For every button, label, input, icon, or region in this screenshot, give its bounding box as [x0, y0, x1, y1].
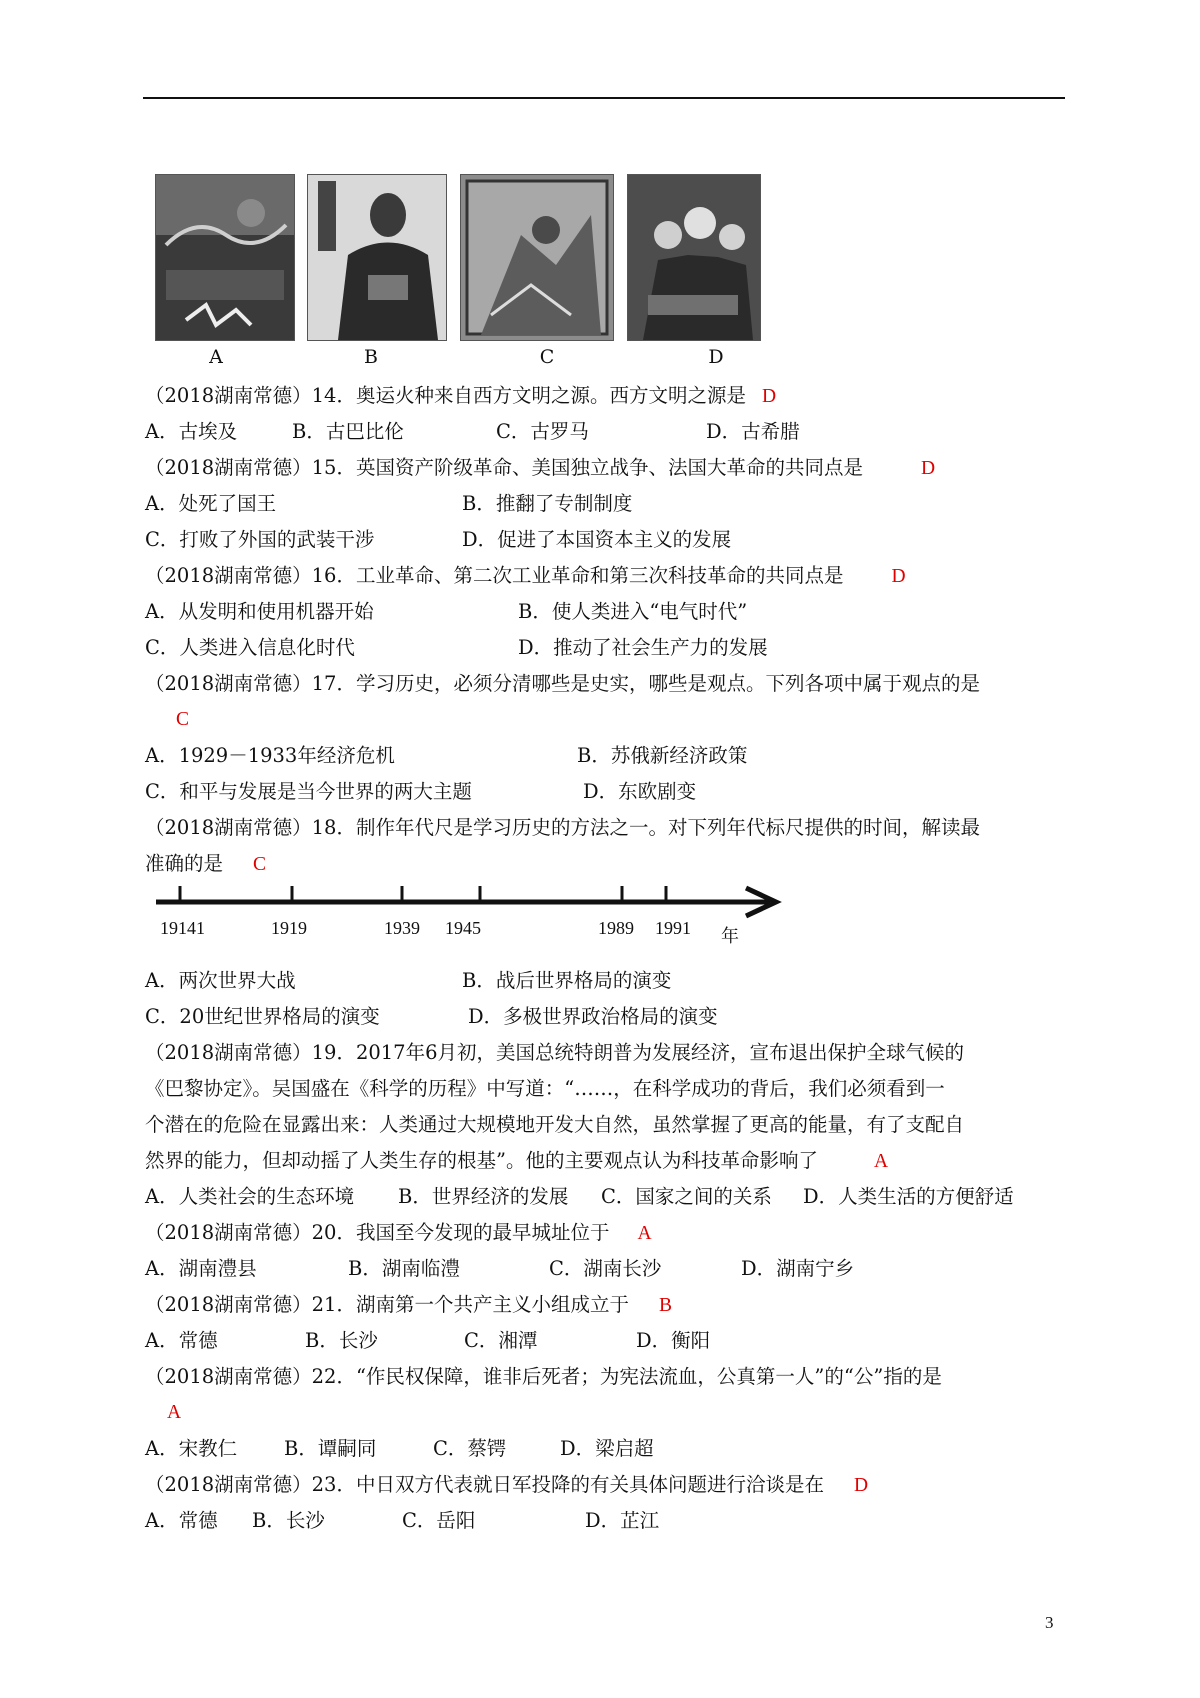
- timeline-label-19141: 19141: [160, 918, 205, 938]
- poster-image-c: [460, 174, 614, 341]
- q20-option-b: B．湖南临澧: [348, 1257, 460, 1280]
- q15-option-c: C．打败了外国的武装干涉: [145, 528, 375, 551]
- page-number: 3: [1045, 1613, 1054, 1632]
- q16-option-d: D．推动了社会生产力的发展: [518, 636, 768, 659]
- q20-option-c: C．湖南长沙: [549, 1257, 662, 1280]
- question-23-stem: （2018湖南常德）23．中日双方代表就日军投降的有关具体问题进行洽谈是在 D: [145, 1473, 869, 1496]
- timeline-label-1989: 1989: [598, 918, 634, 938]
- answer-15: D: [920, 458, 936, 479]
- q20-option-d: D．湖南宁乡: [741, 1257, 855, 1280]
- poster-label-d: D: [708, 346, 724, 368]
- q14-option-a: A．古埃及: [145, 420, 238, 443]
- poster-row: [155, 174, 805, 344]
- q14-option-d: D．古希腊: [706, 420, 800, 443]
- question-20-stem: （2018湖南常德）20．我国至今发现的最早城址位于 A: [145, 1221, 652, 1244]
- poster-image-d: [627, 174, 761, 341]
- q21-option-b: B．长沙: [305, 1329, 378, 1352]
- q23-option-b: B．长沙: [252, 1509, 325, 1532]
- answer-19: A: [873, 1151, 889, 1172]
- poster-label-a: A: [209, 346, 223, 368]
- q19-option-a: A．人类社会的生态环境: [145, 1185, 355, 1208]
- answer-23: D: [853, 1475, 869, 1496]
- q15-option-a: A．处死了国王: [145, 492, 277, 515]
- timeline-unit-label: 年: [721, 926, 739, 947]
- q19-option-d: D．人类生活的方便舒适: [803, 1185, 1014, 1208]
- q15-option-d: D．促进了本国资本主义的发展: [462, 528, 732, 551]
- answer-18: C: [253, 854, 267, 875]
- timeline-label-1919: 1919: [271, 918, 307, 938]
- q23-option-d: D．芷江: [585, 1509, 660, 1532]
- timeline-label-1945: 1945: [445, 918, 481, 938]
- answer-14: D: [761, 386, 777, 407]
- q21-option-d: D．衡阳: [636, 1329, 711, 1352]
- q23-option-c: C．岳阳: [402, 1509, 476, 1532]
- q22-option-d: D．梁启超: [560, 1437, 654, 1460]
- answer-20: A: [637, 1223, 652, 1244]
- question-17-stem: （2018湖南常德）17．学习历史，必须分清哪些是史实，哪些是观点。下列各项中属于观点的是: [145, 672, 980, 695]
- question-19-stem-line3: 个潜在的危险在显露出来：人类通过大规模地开发大自然，虽然掌握了更高的能量，有了支配自: [145, 1113, 965, 1136]
- question-19-stem-line2: 《巴黎协定》。吴国盛在《科学的历程》中写道：“……，在科学成功的背后，我们必须看到一: [145, 1077, 945, 1100]
- question-21-stem: （2018湖南常德）21．湖南第一个共产主义小组成立于 B: [145, 1293, 672, 1316]
- q21-option-a: A．常德: [145, 1329, 218, 1352]
- q16-option-a: A．从发明和使用机器开始: [145, 600, 374, 623]
- question-18-stem-line2: 准确的是 C: [145, 852, 267, 875]
- q18-option-a: A．两次世界大战: [145, 969, 296, 992]
- poster-label-c: C: [539, 346, 555, 368]
- q16-option-b: B．使人类进入“电气时代”: [518, 600, 748, 623]
- question-19-stem-line4: 然界的能力，但却动摇了人类生存的根基”。他的主要观点认为科技革命影响了 A: [145, 1149, 889, 1172]
- question-22-stem: （2018湖南常德）22．“作民权保障，谁非后死者；为宪法流血，公真第一人”的“公”指的是: [145, 1365, 942, 1388]
- header-rule: [143, 97, 1065, 99]
- poster-label-b: B: [364, 346, 378, 368]
- q23-option-a: A．常德: [145, 1509, 218, 1532]
- question-19-stem-line1: （2018湖南常德）19．2017年6月初，美国总统特朗普为发展经济，宣布退出保护全球气候的: [145, 1041, 964, 1064]
- answer-22: A: [167, 1402, 182, 1423]
- q22-option-a: A．宋教仁: [145, 1437, 238, 1460]
- q15-option-b: B．推翻了专制制度: [462, 492, 633, 515]
- q18-option-d: D．多极世界政治格局的演变: [468, 1005, 718, 1028]
- q21-option-c: C．湘潭: [464, 1329, 538, 1352]
- q19-option-c: C．国家之间的关系: [601, 1185, 772, 1208]
- q22-option-b: B．谭嗣同: [284, 1437, 377, 1460]
- q22-option-c: C．蔡锷: [433, 1437, 507, 1460]
- q14-option-c: C．古罗马: [496, 420, 589, 443]
- answer-17: C: [176, 709, 190, 730]
- q20-option-a: A．湖南澧县: [145, 1257, 257, 1280]
- q14-option-b: B．古巴比伦: [292, 420, 404, 443]
- q19-option-b: B．世界经济的发展: [398, 1185, 569, 1208]
- poster-image-b: [307, 174, 447, 341]
- question-15-stem: （2018湖南常德）15．英国资产阶级革命、美国独立战争、法国大革命的共同点是 D: [145, 456, 936, 479]
- q18-option-c: C．20世纪世界格局的演变: [145, 1005, 380, 1028]
- question-14-stem: （2018湖南常德）14．奥运火种来自西方文明之源。西方文明之源是 D: [145, 384, 777, 407]
- question-16-stem: （2018湖南常德）16．工业革命、第二次工业革命和第三次科技革命的共同点是 D: [145, 564, 906, 587]
- q17-option-d: D．东欧剧变: [583, 780, 697, 803]
- q17-option-c: C．和平与发展是当今世界的两大主题: [145, 780, 472, 803]
- timeline-label-1991: 1991: [655, 918, 691, 938]
- poster-image-a: [155, 174, 295, 341]
- q18-option-b: B．战后世界格局的演变: [462, 969, 672, 992]
- q17-option-b: B．苏俄新经济政策: [577, 744, 748, 767]
- answer-16: D: [891, 566, 906, 587]
- question-18-stem-line1: （2018湖南常德）18．制作年代尺是学习历史的方法之一。对下列年代标尺提供的时间，解读最: [145, 816, 980, 839]
- answer-21: B: [658, 1295, 672, 1316]
- timeline-label-1939: 1939: [384, 918, 420, 938]
- q16-option-c: C．人类进入信息化时代: [145, 636, 355, 659]
- q17-option-a: A．1929－1933年经济危机: [145, 744, 395, 767]
